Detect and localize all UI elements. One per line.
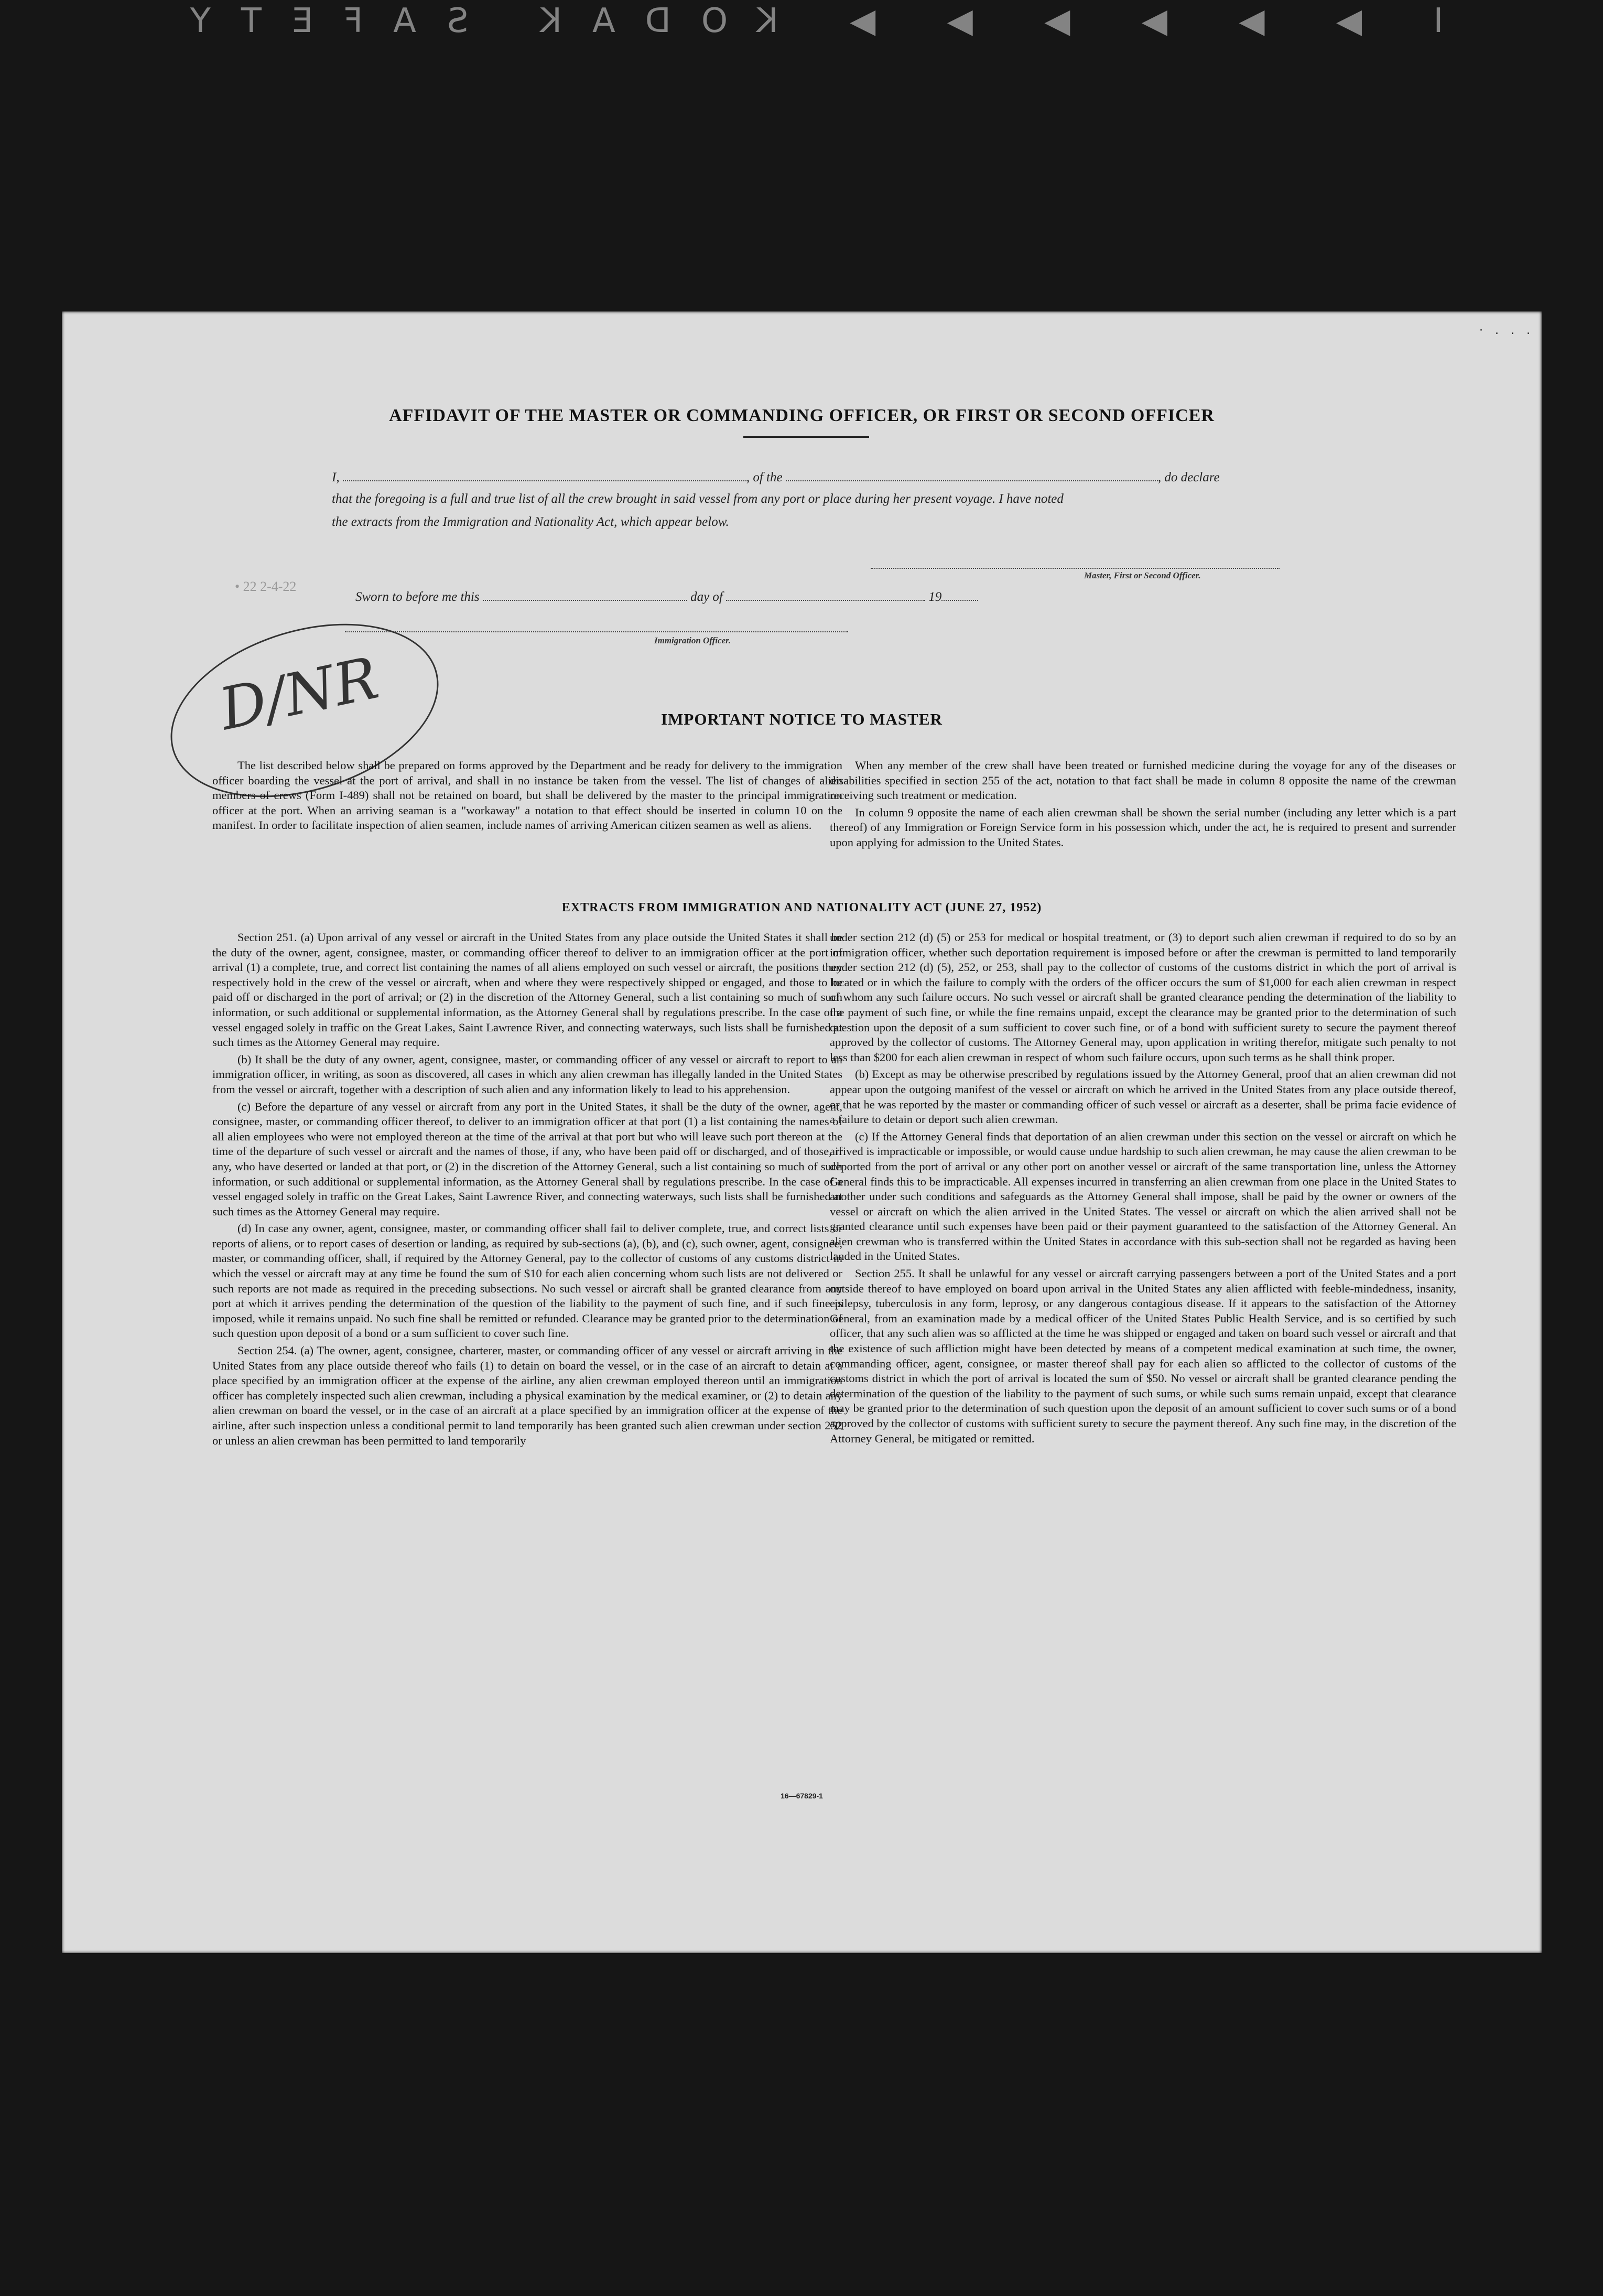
extract-paragraph: under section 212 (d) (5) or 253 for medical or hospital treatment, or (3) to deport such alien crewman if required to do so by an immigration officer, whether such deportation requirement is imposed before or after the crewman is permitted to land temporarily under section 212 (d) (5), 252, or 253, shall pay to the collector of customs of the customs district in which the port of arrival is located or in which the failure to comply with the orders of the officer occurs the sum of $1,000 for each alien crewman in respect of whom any such failure occurs. No such vessel or aircraft shall be granted clearance pending the determination of the liability to the payment of such fine, or while the fine remains unpaid, except the clearance may be granted prior to the determination of such question upon the deposit of a sum sufficient to cover such fine, or of a bond with sufficient surety to secure the payment thereof approved by the collector of customs. The Attorney General may, upon application in writing therefor, mitigate such penalty to not less than $200 for each alien crewman in respect of whom such failure occurs, upon such terms as he shall think proper. bbox=[830, 931, 1456, 1064]
affidavit-title: AFFIDAVIT OF THE MASTER OR COMMANDING OFFICER, OR FIRST OR SECOND OFFICER bbox=[389, 406, 1215, 425]
extracts-left-column bbox=[212, 930, 842, 1450]
month-blank bbox=[726, 588, 925, 601]
master-caption: Master, First or Second Officer. bbox=[1084, 570, 1201, 580]
extract-paragraph: Section 254. (a) The owner, agent, consignee, charterer, master, or commanding officer of any vessel or aircraft arriving in the United States from any place outside thereof who fails (1) to detain on board the vessel, or in the case of an aircraft to detain at a place specified by an immigration officer at the expense of the airline, any alien crewman employed thereon until an immigration officer has completely inspected such alien crewman, including a physical examination by the medical examiner, or (2) to detain any alien crewman on board the vessel, or in the case of an aircraft at a place specified by an immigration officer at the expense of the airline, after such inspection unless a conditional permit to land temporarily has been granted such alien crewman under section 252 or unless an alien crewman has been permitted to land temporarily bbox=[212, 1344, 842, 1447]
handwritten-annotation: D/NR bbox=[214, 644, 384, 743]
extracts-title: EXTRACTS FROM IMMIGRATION AND NATIONALITY ACT (JUNE 27, 1952) bbox=[561, 901, 1042, 914]
day-of-text: day of bbox=[690, 590, 723, 604]
affidavit-i: I, bbox=[332, 470, 340, 484]
extract-paragraph: (c) If the Attorney General finds that deportation of an alien crewman under this section on the vessel or aircraft on which he arrived is impracticable or impossible, or would cause undue hardship to such alien crewman, he may cause the alien crewman to be deported from the port of arrival or any other port on another vessel or aircraft of the same transportation line, unless the Attorney General finds this to be impracticable. All expenses incurred in transferring an alien crewman from one place in the United States to another under such conditions and safeguards as the Attorney General shall impose, shall be paid by the owner or owners of the vessel or aircraft on which the alien arrived in the United States. The vessel or aircraft on which the alien arrived shall not be granted clearance until such expenses have been paid or their payment guaranteed to the satisfaction of the Attorney General. An alien crewman who is transferred within the United States in accordance with this sub-section shall not be regarded as having been landed in the United States. bbox=[830, 1129, 1456, 1263]
film-edge-marking: I ▶ ▶ ▶ ▶ ▶ ▶ KODAK SAFETY bbox=[159, 2, 1444, 40]
affidavit-declare: , do declare bbox=[1157, 470, 1220, 484]
immigration-officer-line bbox=[345, 620, 848, 632]
affidavit-line-3: the extracts from the Immigration and Nationality Act, which appear below. bbox=[332, 515, 729, 529]
extract-paragraph: (c) Before the departure of any vessel or aircraft from any port in the United States, it shall be the duty of the owner, agent, consignee, master, or commanding officer thereof, to deliver to an immigration officer at that port (1) a list containing the names of all alien employees who were not employed thereon at the time of the arrival at that port but who will leave such port thereon at the time of the departure of such vessel or aircraft and the names of those, if any, who have been paid off or discharged, and of those, if any, who have deserted or landed at that port, or (2) in the discretion of the Attorney General, such a list containing so much of such information, or such additional or supplemental information, as the Attorney General shall by regulations prescribe. In the case of a vessel engaged solely in traffic on the Great Lakes, Saint Lawrence River, and connecting waterways, such lists shall be furnished at such times as the Attorney General may require. bbox=[212, 1100, 842, 1218]
title-underline bbox=[743, 436, 869, 438]
notice-left-column bbox=[212, 758, 842, 835]
extract-paragraph: (b) It shall be the duty of any owner, agent, consignee, master, or commanding officer of any vessel or aircraft to report to an immigration officer, in writing, as soon as discovered, all cases in which any alien crewman has illegally landed in the United States from the vessel or aircraft, together with a description of such alien and any information likely to lead to his apprehension. bbox=[212, 1052, 842, 1096]
affidavit-line-2: that the foregoing is a full and true list of all the crew brought in said vessel from any port or place during her present voyage. I have noted bbox=[332, 492, 1064, 506]
notice-right-paragraph-2: In column 9 opposite the name of each alien crewman shall be shown the serial number (including any letter which is a part thereof) of any Immigration or Foreign Service form in his possession which, under the act, he is required to present and surrender upon applying for admission to the United States. bbox=[830, 805, 1456, 849]
year-blank bbox=[941, 588, 978, 601]
sworn-day-blank bbox=[483, 588, 687, 601]
notice-title: IMPORTANT NOTICE TO MASTER bbox=[661, 710, 943, 728]
sworn-text: Sworn to before me this bbox=[355, 590, 480, 604]
notice-right-column bbox=[830, 758, 1456, 853]
form-code: 16—67829-1 bbox=[781, 1792, 823, 1800]
extract-paragraph: Section 255. It shall be unlawful for any vessel or aircraft carrying passengers between a port of the United States and a port outside thereof to have employed on board upon arrival in the United States any alien afflicted with feeble-mindedness, insanity, epilepsy, tuberculosis in any form, leprosy, or any dangerous contagious disease. If it appears to the satisfaction of the Attorney General, from an examination made by a medical officer of the United States Public Health Service, and is so certified by such officer, that any such alien was so afflicted at the time he was shipped or engaged and taken on board such vessel or aircraft and that the existence of such affliction might have been detected by means of a competent medical examination at such time, the owner, commanding officer, agent, consignee, or master thereof shall pay for each alien so afflicted to the collector of customs of the customs district in which the port of arrival is located the sum of $50. No vessel or aircraft shall be granted clearance pending the determination of the question of the liability to the payment of such sums, or while such sums remain unpaid, except that clearance may be granted prior to the determination of such question upon the deposit of an amount sufficient to cover such sums or of a bond approved by the collector of customs with sufficient surety to secure the payment thereof. Any such fine may, in the discretion of the Attorney General, be mitigated or remitted. bbox=[830, 1267, 1456, 1445]
master-signature-line bbox=[871, 556, 1280, 569]
extract-paragraph: Section 251. (a) Upon arrival of any vessel or aircraft in the United States from any place outside the United States it shall be the duty of the owner, agent, consignee, master, or commanding officer thereof to deliver to an immigration officer at the port of arrival (1) a complete, true, and correct list containing the names of all aliens employed on such vessel or aircraft, the positions they respectively hold in the crew of the vessel or aircraft, when and where they were respectively shipped or engaged, and those to be paid off or discharged in the port of arrival; or (2) in the discretion of the Attorney General, such a list containing so much of such information, or such additional or supplemental information, as the Attorney General shall by regulations prescribe. In the case of a vessel engaged solely in traffic on the Great Lakes, Saint Lawrence River, and connecting waterways, such lists shall be furnished at such times as the Attorney General may require. bbox=[212, 931, 842, 1049]
faint-date-stamp: • 22 2-4-22 bbox=[235, 579, 297, 594]
notice-right-paragraph-1: When any member of the crew shall have been treated or furnished medicine during the voyage for any of the diseases or disabilities specified in section 255 of the act, notation to that fact shall be made in column 8 opposite the name of the crewman receiving such treatment or medication. bbox=[830, 759, 1456, 802]
sworn-line bbox=[355, 588, 1372, 605]
document-page bbox=[62, 311, 1542, 1953]
vessel-blank bbox=[786, 469, 1158, 481]
extract-paragraph: (b) Except as may be otherwise prescribed by regulations issued by the Attorney General, proof that an alien crewman did not appear upon the outgoing manifest of the vessel or aircraft on which he arrived in the United States from any place outside thereof, or that he was reported by the master or commanding officer of such vessel or aircraft as a deserter, shall be prima facie evidence of a failure to detain or deport such alien crewman. bbox=[830, 1068, 1456, 1126]
immigration-officer-caption: Immigration Officer. bbox=[654, 635, 731, 645]
notice-left-paragraph: The list described below shall be prepared on forms approved by the Department and be ready for delivery to the immigration officer boarding the vessel at the port of arrival, and shall in no instance be taken from the vessel. The list of changes of alien members of crews (Form I-489) shall not be retained on board, but shall be delivered by the master to the principal immigration officer at the port. When an arriving seaman is a "workaway" a notation to that effect should be inserted in column 10 on the manifest. In order to facilitate inspection of alien seamen, include names of arriving American citizen seamen as well as aliens. bbox=[212, 759, 842, 832]
extracts-right-column bbox=[830, 930, 1456, 1448]
name-blank bbox=[343, 469, 746, 481]
extract-paragraph: (d) In case any owner, agent, consignee, master, or commanding officer shall fail to deliver complete, true, and correct lists or reports of aliens, or to report cases of desertion or landing, as required by sub-sections (a), (b), and (c), such owner, agent, consignee, master, or commanding officer, shall, if required by the Attorney General, pay to the collector of customs of any customs district in which the vessel or aircraft may at any time be found the sum of $10 for each alien concerning whom such lists are not delivered or such reports are not made as required in the preceding subsections. No such vessel or aircraft shall be granted clearance from any port at which it arrives pending the determination of the question of the liability to the payment of such fine, and if such fine is imposed, while it remains unpaid. No such fine shall be remitted or refunded. Clearance may be granted prior to the determination of such question upon deposit of a bond or a sum sufficient to cover such fine. bbox=[212, 1222, 842, 1340]
corner-marks: · . . . bbox=[1479, 324, 1534, 337]
affidavit-line-1 bbox=[332, 469, 1349, 485]
affidavit-of-the: , of the bbox=[746, 470, 783, 484]
year-prefix: 19 bbox=[928, 590, 942, 604]
